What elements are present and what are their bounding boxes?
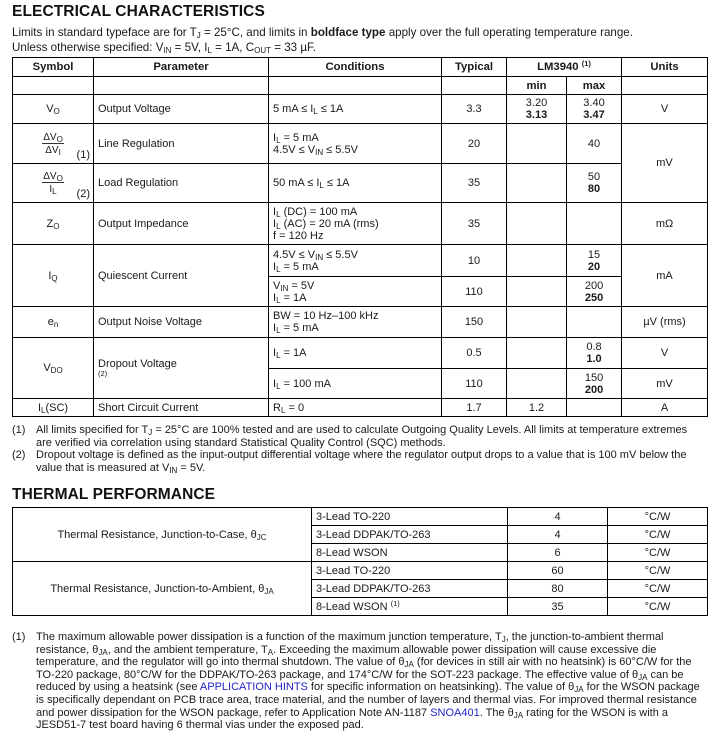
cond-text: = 100 mA [280, 377, 331, 390]
note-text: for specific information on heatsinking). The value of θ [307, 681, 575, 694]
note-sub: JA [404, 660, 414, 670]
value-cell: 6 [508, 544, 608, 562]
min-cell [507, 369, 567, 399]
cond-text: I [273, 217, 277, 230]
value-cell: 4 [508, 508, 608, 526]
cond-text: I [273, 322, 277, 334]
symbol-sub: O [53, 221, 60, 231]
conditions-cell [269, 277, 442, 307]
typical-cell: 1.7 [442, 399, 507, 417]
typical-cell: 35 [442, 203, 507, 245]
min-cell [507, 164, 567, 203]
header-max: max [567, 77, 622, 95]
note-text: = 5V. [177, 461, 206, 474]
empty-cell [622, 77, 708, 95]
electrical-footnotes [12, 424, 702, 474]
cond-sub: L [280, 405, 286, 415]
footnote-1 [12, 424, 702, 449]
note-text: Dropout voltage is defined as the input-output differential voltage where the regulator output drops to a value that is 100 mV below the value that is measured at V [36, 449, 687, 474]
header-conditions: Conditions [269, 58, 442, 77]
header-symbol: Symbol [13, 58, 94, 77]
value-cell: 35 [508, 598, 608, 616]
min-cell: 1.2 [507, 399, 567, 417]
condition-line [273, 218, 437, 230]
cond-sub: L [313, 107, 318, 116]
symbol-sub: L [52, 187, 57, 196]
condition-line [273, 261, 437, 273]
footnote-1 [12, 631, 702, 732]
conditions-cell [269, 203, 442, 245]
note-sub: IN [169, 465, 178, 475]
group-label-text: Thermal Resistance, Junction-to-Case, θ [57, 528, 257, 541]
max-cell [567, 203, 622, 245]
symbol: (SC) [45, 401, 69, 414]
condition-line [273, 206, 437, 218]
typical-cell: 0.5 [442, 338, 507, 369]
symbol-cell [13, 164, 94, 203]
cond-text: = 5 mA [280, 322, 319, 334]
intro-text: = 1A, C [211, 41, 255, 54]
cond-sub: L [276, 295, 281, 305]
footnote-text [36, 449, 702, 474]
footnote-2 [12, 449, 702, 474]
unit-cell: °C/W [608, 562, 708, 580]
symbol-cell [13, 338, 94, 399]
empty-cell [13, 77, 94, 95]
unit-cell: °C/W [608, 508, 708, 526]
unit-cell: °C/W [608, 526, 708, 544]
fraction-denominator [42, 183, 64, 195]
symbol-sub: L [41, 405, 46, 415]
empty-cell [269, 77, 442, 95]
cond-text: 5 mA ≤ I [273, 103, 314, 115]
cond-text: I [273, 205, 277, 218]
cond-text: 4.5V ≤ V [273, 143, 316, 156]
symbol-cell [13, 203, 94, 245]
electrical-intro-line-2 [12, 40, 316, 55]
package-cell: 8-Lead WSON [312, 544, 508, 562]
symbol: V [46, 103, 54, 115]
condition-line [273, 322, 437, 334]
cond-text: (DC) = 100 mA [280, 205, 358, 218]
footnote-ref: (2) [98, 369, 108, 378]
min-cell [507, 95, 567, 124]
footnote-ref: (1) [76, 149, 90, 161]
fraction-numerator [42, 171, 64, 183]
table-header-row [13, 58, 708, 77]
cond-text: 50 mA ≤ I [273, 177, 320, 189]
thermal-group-label [13, 508, 312, 562]
max-value: 3.40 [583, 97, 605, 109]
empty-cell [442, 77, 507, 95]
cond-text: ≤ 1A [317, 103, 344, 115]
condition-line [273, 249, 437, 261]
max-cell [567, 164, 622, 203]
units-cell: V [622, 95, 708, 124]
note-text: , the junction-to-ambient thermal resistance, θ [36, 631, 664, 656]
symbol: I [37, 401, 41, 414]
cond-sub: L [276, 135, 281, 145]
typical-cell: 20 [442, 124, 507, 164]
group-label-sub: JC [256, 532, 267, 542]
footnote-number: (1) [12, 424, 26, 436]
units-cell: mV [622, 124, 708, 203]
cond-text: = 1A [280, 291, 307, 304]
typical-cell: 35 [442, 164, 507, 203]
cond-text: I [273, 347, 277, 359]
max-cell [567, 95, 622, 124]
symbol-sub: O [56, 174, 63, 183]
intro-sub: IN [163, 46, 172, 55]
footnote-number: (1) [12, 631, 26, 643]
table-row-output-voltage [13, 95, 708, 124]
parameter-cell: Output Voltage [94, 95, 269, 124]
table-row-line-regulation [13, 124, 708, 164]
condition-line [273, 280, 437, 292]
note-text: The maximum allowable power dissipation is a function of the maximum junction temperature, T [36, 631, 502, 643]
table-row-output-impedance [13, 203, 708, 245]
max-cell [567, 307, 622, 338]
table-row [13, 508, 708, 526]
intro-text: Limits in standard typeface are for T [12, 26, 197, 39]
footnote-text [36, 424, 702, 449]
max-cell [567, 277, 622, 307]
note-sub: JA [98, 647, 108, 657]
thermal-footnotes [12, 631, 702, 732]
parameter-cell: Output Noise Voltage [94, 307, 269, 338]
max-value-full-range: 3.47 [583, 109, 605, 121]
cond-sub: L [276, 221, 281, 231]
symbol-fraction [42, 171, 64, 195]
note-sub: J [501, 635, 506, 644]
value-cell: 60 [508, 562, 608, 580]
condition-line: f = 120 Hz [273, 229, 324, 242]
table-row-output-noise-voltage [13, 307, 708, 338]
cond-sub: IN [315, 147, 324, 157]
symbol-cell [13, 245, 94, 307]
max-value: 50 [587, 171, 601, 183]
cond-text: = 1A [280, 347, 307, 359]
cond-sub: L [276, 209, 281, 219]
condition-line [273, 144, 437, 156]
cond-sub: L [276, 264, 281, 274]
typical-cell: 110 [442, 369, 507, 399]
conditions-cell [269, 399, 442, 417]
parameter-cell: Line Regulation [94, 124, 269, 164]
note-text: for the WSON package is specifically dependant on PCB trace area, trace material, and the number of layers and thermal vias. For improved thermal resistance and power dissipation for the WSON package, refer to Application Note AN-1187 [36, 681, 700, 719]
cond-text: I [273, 291, 277, 304]
symbol: e [47, 316, 54, 328]
cond-sub: L [276, 351, 281, 360]
max-cell [567, 369, 622, 399]
symbol: Z [46, 217, 54, 230]
group-label-text: Thermal Resistance, Junction-to-Ambient, θ [50, 582, 265, 595]
units-cell: A [622, 399, 708, 417]
symbol: I [48, 269, 52, 282]
condition-line: BW = 10 Hz–100 kHz [273, 310, 379, 322]
package-cell: 3-Lead DDPAK/TO-263 [312, 526, 508, 544]
package-cell: 3-Lead DDPAK/TO-263 [312, 580, 508, 598]
typical-cell: 110 [442, 277, 507, 307]
note-sub: JA [638, 672, 648, 682]
typical-cell: 150 [442, 307, 507, 338]
min-cell [507, 203, 567, 245]
note-text: All limits specified for T [36, 424, 149, 436]
max-value: 150 [584, 371, 604, 384]
note-sub: JA [513, 710, 524, 720]
symbol: I [49, 184, 53, 195]
note-text: . Exceeding the maximum allowable power dissipation will cause excessive die temperature, and the regulator will go into thermal shutdown. The value of θ [36, 643, 657, 669]
parameter-cell: Output Impedance [94, 203, 269, 245]
intro-sub: J [196, 31, 201, 40]
table-row [13, 562, 708, 580]
conditions-cell [269, 369, 442, 399]
parameter-cell: Short Circuit Current [94, 399, 269, 417]
cond-text: I [273, 260, 277, 273]
conditions-cell [269, 338, 442, 369]
note-sub: J [148, 428, 153, 437]
package-cell: 3-Lead TO-220 [312, 562, 508, 580]
note-sub: A [267, 647, 274, 657]
header-parameter: Parameter [94, 58, 269, 77]
footnote-text [36, 631, 702, 732]
min-cell [507, 277, 567, 307]
footnote-ref: (1) [390, 598, 400, 608]
conditions-cell [269, 164, 442, 203]
condition-line [273, 132, 437, 144]
symbol-sub: n [53, 320, 59, 329]
cond-text: ≤ 5.5V [323, 248, 358, 261]
units-cell: mΩ [622, 203, 708, 245]
symbol: ΔV [43, 171, 57, 182]
symbol-sub: Q [51, 273, 58, 283]
cond-text: ≤ 5.5V [323, 143, 358, 156]
max-value: 15 [587, 248, 601, 261]
min-cell [507, 338, 567, 369]
cond-text: I [273, 377, 277, 390]
max-cell [567, 245, 622, 277]
cond-text: = 0 [285, 401, 305, 414]
thermal-performance-heading: THERMAL PERFORMANCE [12, 486, 216, 503]
conditions-cell [269, 95, 442, 124]
intro-text: = 5V, I [171, 41, 208, 54]
cond-text: 4.5V ≤ V [273, 248, 316, 261]
condition-line [273, 292, 437, 304]
note-text: = 25°C are 100% tested and are used to calculate Outgoing Quality Levels. All limits at temperature extremes are verified via correlation using standard Statistical Quality Control (SQC) methods. [36, 424, 688, 449]
units-cell: V [622, 338, 708, 369]
symbol-sub: O [56, 134, 63, 144]
min-cell [507, 245, 567, 277]
unit-cell: °C/W [608, 580, 708, 598]
intro-text: = 33 µF. [271, 41, 317, 54]
symbol-cell [13, 124, 94, 164]
symbol-cell [13, 399, 94, 417]
conditions-cell [269, 245, 442, 277]
symbol-sub: I [58, 147, 61, 157]
value-cell: 80 [508, 580, 608, 598]
parameter-cell: Quiescent Current [94, 245, 269, 307]
note-text: rating for the WSON is with a JESD51-7 test board having 6 thermal vias under the exposed pad. [36, 706, 668, 732]
max-value-full-range: 200 [584, 383, 604, 396]
typical-cell: 10 [442, 245, 507, 277]
header-units: Units [622, 58, 708, 77]
footnote-ref: (2) [76, 188, 90, 200]
footnote-ref: (1) [581, 59, 591, 68]
package-text: 8-Lead WSON [316, 600, 388, 613]
max-value: 200 [584, 279, 604, 292]
table-row-dropout-voltage [13, 338, 708, 369]
max-value-full-range: 80 [587, 183, 601, 195]
cond-sub: IN [315, 252, 324, 262]
cond-text: R [273, 401, 281, 414]
units-cell: mA [622, 245, 708, 307]
application-hints-link[interactable]: APPLICATION HINTS [199, 681, 308, 694]
symbol-sub: DO [50, 366, 63, 375]
max-cell [567, 338, 622, 369]
device-name: LM3940 [537, 61, 579, 73]
units-cell: mV [622, 369, 708, 399]
electrical-intro-line-1 [12, 25, 633, 40]
conditions-cell [269, 124, 442, 164]
conditions-cell [269, 307, 442, 338]
header-min: min [507, 77, 567, 95]
parameter-cell [94, 338, 269, 399]
package-cell: 3-Lead TO-220 [312, 508, 508, 526]
footnote-number: (2) [12, 449, 26, 462]
thermal-group-label [13, 562, 312, 616]
cond-text: ≤ 1A [323, 177, 350, 189]
intro-text: apply over the full operating temperature range. [385, 26, 633, 39]
unit-cell: °C/W [608, 544, 708, 562]
max-value-full-range: 250 [584, 291, 604, 304]
intro-bold-text: boldface type [310, 26, 386, 39]
table-row-quiescent-current [13, 245, 708, 277]
intro-text: Unless otherwise specified: V [12, 41, 164, 54]
symbol: V [43, 362, 51, 374]
electrical-characteristics-heading: ELECTRICAL CHARACTERISTICS [12, 3, 265, 20]
symbol-cell [13, 307, 94, 338]
value-cell: 4 [508, 526, 608, 544]
table-row-load-regulation [13, 164, 708, 203]
empty-cell [94, 77, 269, 95]
note-text: can be reduced by using a heatsink (see [36, 668, 684, 694]
max-cell: 40 [567, 124, 622, 164]
package-cell [312, 598, 508, 616]
cond-sub: L [319, 181, 324, 190]
header-typical: Typical [442, 58, 507, 77]
cond-text: I [273, 131, 277, 144]
max-value-full-range: 20 [587, 260, 601, 273]
min-value-full-range: 3.13 [525, 109, 548, 121]
fraction-denominator [42, 144, 64, 156]
cond-text: = 5 mA [280, 260, 319, 273]
table-row-short-circuit-current [13, 399, 708, 417]
cond-sub: L [276, 381, 281, 391]
electrical-characteristics-table [12, 57, 708, 417]
note-sub: JA [574, 685, 584, 695]
header-device [507, 58, 622, 77]
note-text: . The θ [479, 706, 514, 719]
parameter-text: Dropout Voltage [98, 358, 177, 370]
table-subheader-row [13, 77, 708, 95]
intro-sub: L [207, 46, 212, 55]
units-cell: µV (rms) [622, 307, 708, 338]
min-value: 3.20 [525, 97, 548, 109]
intro-sub: OUT [254, 46, 271, 55]
symbol-fraction [42, 132, 64, 156]
note-text: , and the ambient temperature, T [107, 643, 268, 656]
cond-sub: IN [280, 283, 289, 293]
typical-cell: 3.3 [442, 95, 507, 124]
unit-cell: °C/W [608, 598, 708, 616]
cond-text: = 5 mA [280, 131, 319, 144]
group-label-sub: JA [264, 586, 274, 596]
fraction-numerator [42, 132, 64, 144]
thermal-performance-table [12, 507, 708, 616]
max-value: 0.8 [586, 341, 602, 353]
parameter-cell: Load Regulation [94, 164, 269, 203]
min-cell [507, 124, 567, 164]
min-cell [507, 307, 567, 338]
symbol: ΔV [43, 131, 57, 143]
intro-text: = 25°C, and limits in [200, 26, 311, 39]
cond-text: V [273, 279, 281, 292]
cond-sub: L [276, 326, 281, 335]
symbol-cell [13, 95, 94, 124]
max-cell [567, 399, 622, 417]
cond-text: (AC) = 20 mA (rms) [280, 217, 379, 230]
symbol-sub: O [53, 107, 60, 116]
cond-text: = 5V [288, 279, 315, 292]
note-text: (for devices in still air with no heatsink) is 60°C/W for the TO-220 package, 80°C/W for the DDPAK/TO-263 package, and 174°C/W for the SOT-223 package. The effective value of θ [36, 656, 692, 681]
symbol: ΔV [45, 144, 59, 156]
max-value-full-range: 1.0 [586, 353, 602, 365]
snoa401-link[interactable]: SNOA401 [430, 706, 480, 719]
